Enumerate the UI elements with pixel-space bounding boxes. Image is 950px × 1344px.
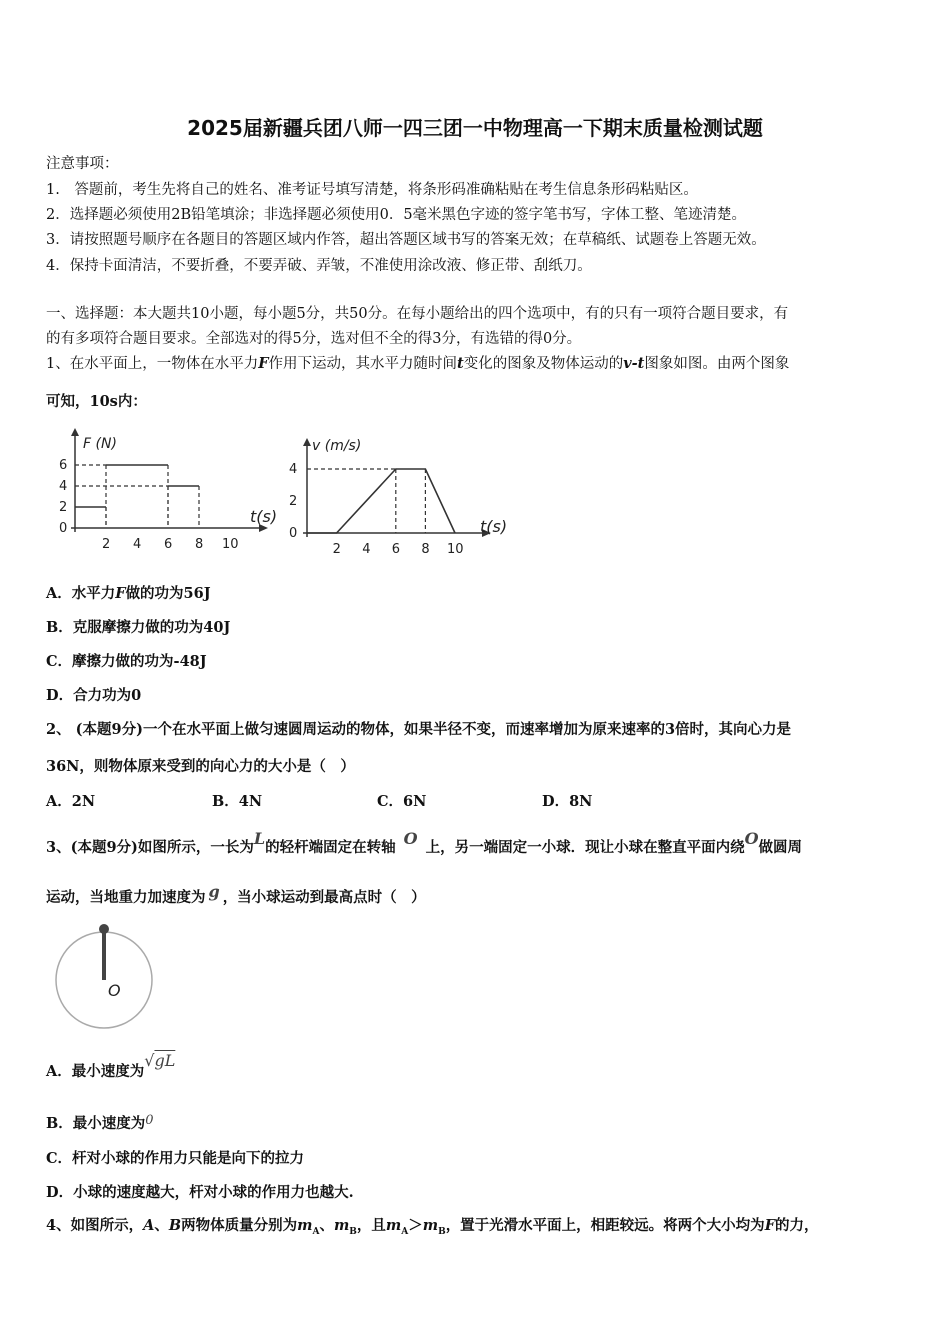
x-tick-label: 6 bbox=[164, 537, 173, 552]
x-tick-label: 2 bbox=[332, 542, 341, 557]
var-F: F bbox=[258, 355, 269, 372]
q4-stem-text: 两物体质量分别为 bbox=[181, 1217, 298, 1234]
x-tick-label: 4 bbox=[362, 542, 371, 557]
notice-item: 2．选择题必须使用2B铅笔填涂；非选择题必须使用0．5毫米黑色字迹的签字笔书写，字体工整、笔迹清楚。 bbox=[46, 207, 747, 223]
var-F: F bbox=[764, 1217, 775, 1234]
y-axis-arrow bbox=[303, 438, 311, 446]
q1-stem bbox=[46, 352, 908, 373]
x-tick-label: 10 bbox=[447, 542, 464, 557]
subscript: B bbox=[438, 1226, 446, 1237]
x-tick-label: 6 bbox=[391, 542, 401, 557]
q1-figure bbox=[40, 420, 520, 565]
sqrt-radicand: gL bbox=[154, 1051, 176, 1070]
q1-stem-line2: 可知，10s内： bbox=[46, 393, 147, 410]
option-letter: A． bbox=[46, 585, 72, 602]
x-axis-label: t(s) bbox=[250, 507, 278, 526]
q3-stem-text: 3、(本题9分)如图所示，一长为 bbox=[46, 839, 254, 856]
page-title: 2025届新疆兵团八师一四三团一中物理高一下期末质量检测试题 bbox=[187, 116, 763, 140]
option-text: 做的功为56J bbox=[125, 585, 211, 602]
var-F: F bbox=[115, 585, 126, 602]
option-letter: D． bbox=[46, 687, 74, 704]
q4-stem-text: 的力， bbox=[774, 1217, 819, 1234]
q1-option-d[interactable] bbox=[46, 684, 141, 705]
q3-stem-text: 运动，当地重力加速度为 bbox=[46, 889, 206, 906]
q3-option-c[interactable]: C．杆对小球的作用力只能是向下的拉力 bbox=[46, 1150, 305, 1167]
q4-stem-text: ，且 bbox=[356, 1217, 386, 1234]
y-tick-label: 4 bbox=[289, 462, 298, 477]
q1-option-c[interactable] bbox=[46, 650, 207, 671]
x-axis-label: t(s) bbox=[480, 517, 508, 536]
var-m: m bbox=[422, 1217, 439, 1234]
y-tick-label: 2 bbox=[59, 500, 68, 515]
q3-stem bbox=[46, 829, 908, 857]
q3-option-b[interactable] bbox=[46, 1112, 154, 1133]
var-m: m bbox=[385, 1217, 402, 1234]
option-text: 克服摩擦力做的功为40J bbox=[72, 619, 231, 636]
q3-stem-text: 做圆周 bbox=[758, 839, 803, 856]
notice-item: 1. 答题前，考生先将自己的姓名、准考证号填写清楚，将条形码准确粘贴在考生信息条形码粘贴区。 bbox=[46, 182, 698, 198]
var-L: L bbox=[253, 829, 266, 848]
q4-stem-text: ＞ bbox=[408, 1217, 423, 1234]
q3-stem-text: 上，另一端固定一小球．现让小球在整直平面内绕 bbox=[425, 839, 745, 856]
x-tick-label: 10 bbox=[222, 537, 239, 552]
var-O: O bbox=[403, 829, 418, 848]
v-t-chart bbox=[289, 438, 507, 557]
option-text: A．最小速度为 bbox=[46, 1063, 145, 1080]
q1-stem-text: 作用下运动，其水平力随时间 bbox=[268, 356, 458, 372]
option-text: B．最小速度为 bbox=[46, 1115, 146, 1132]
f-t-chart bbox=[59, 428, 277, 552]
sqrt-expression: √gL bbox=[144, 1051, 176, 1070]
x-tick-label: 8 bbox=[195, 537, 204, 552]
y-tick-label: 2 bbox=[289, 494, 298, 509]
q4-stem bbox=[46, 1214, 908, 1237]
var-A: A bbox=[143, 1217, 155, 1234]
var-g: g bbox=[208, 882, 220, 901]
y-axis-arrow bbox=[71, 428, 79, 436]
notice-item: 4．保持卡面清洁，不要折叠，不要弄破、弄皱，不准使用涂改液、修正带、刮纸刀。 bbox=[46, 258, 592, 274]
option-text: 水平力 bbox=[71, 585, 116, 602]
subscript: A bbox=[312, 1226, 320, 1237]
q2-stem-line2: 36N，则物体原来受到的向心力的大小是（ ） bbox=[46, 758, 355, 775]
subscript: A bbox=[401, 1226, 409, 1237]
q2-option-a[interactable]: A．2N bbox=[46, 793, 96, 810]
axis-label: O bbox=[108, 981, 121, 1000]
q2-option-c[interactable]: C．6N bbox=[377, 793, 427, 810]
y-axis-label: v (m/s) bbox=[312, 438, 362, 454]
subscript: B bbox=[349, 1226, 357, 1237]
notice-item: 3．请按照题号顺序在各题目的答题区域内作答，超出答题区域书写的答案无效；在草稿纸、试题卷上答题无效。 bbox=[46, 232, 766, 248]
q3-stem-text: 的轻杆端固定在转轴 bbox=[265, 839, 396, 856]
q3-stem-text: ，当小球运动到最高点时（ ） bbox=[222, 889, 426, 906]
var-m: m bbox=[333, 1217, 350, 1234]
q1-stem-text: 1、在水平面上，一物体在水平力 bbox=[46, 356, 259, 372]
option-text: 摩擦力做的功为-48J bbox=[72, 653, 207, 670]
q4-stem-text: 、 bbox=[319, 1217, 334, 1234]
var-B: B bbox=[168, 1217, 182, 1234]
q3-option-a[interactable] bbox=[46, 1051, 176, 1081]
q3-stem-line2 bbox=[46, 882, 908, 907]
q2-stem: 2、 (本题9分)一个在水平面上做匀速圆周运动的物体，如果半径不变，而速率增加为原来速率的3倍时，其向心力是 bbox=[46, 721, 792, 738]
option-text: 合力功为0 bbox=[73, 687, 142, 704]
zero-value: 0 bbox=[145, 1113, 154, 1128]
notice-heading: 注意事项： bbox=[46, 156, 119, 172]
q1-stem-text: 图象如图。由两个图象 bbox=[644, 356, 790, 372]
q1-option-a[interactable] bbox=[46, 582, 211, 603]
q4-stem-text: 4、如图所示， bbox=[46, 1217, 144, 1234]
q3-option-d[interactable]: D．小球的速度越大，杆对小球的作用力也越大. bbox=[46, 1184, 354, 1201]
y-tick-label: 4 bbox=[59, 479, 68, 494]
q1-stem-text: 变化的图象及物体运动的 bbox=[463, 356, 624, 372]
x-tick-label: 4 bbox=[133, 537, 142, 552]
velocity-line bbox=[307, 469, 455, 533]
section-intro: 一、选择题：本大题共10小题，每小题5分，共50分。在每小题给出的四个选项中，有的只有一项符合题目要求，有 bbox=[46, 306, 789, 322]
x-tick-label: 8 bbox=[421, 542, 430, 557]
y-tick-label: 0 bbox=[289, 526, 298, 541]
var-O: O bbox=[744, 829, 759, 848]
q3-figure bbox=[50, 918, 160, 1033]
y-axis-label: F (N) bbox=[83, 436, 117, 452]
q4-stem-text: ，置于光滑水平面上，相距较远。将两个大小均为 bbox=[445, 1217, 765, 1234]
var-vt: v-t bbox=[623, 355, 645, 372]
var-t: t bbox=[457, 355, 464, 372]
option-letter: C． bbox=[46, 653, 73, 670]
q4-stem-text: 、 bbox=[154, 1217, 169, 1234]
q2-option-d[interactable]: D．8N bbox=[542, 793, 593, 810]
q1-option-b[interactable] bbox=[46, 616, 230, 637]
ball bbox=[99, 924, 109, 934]
section-intro: 的有多项符合题目要求。全部选对的得5分，选对但不全的得3分，有选错的得0分。 bbox=[46, 331, 582, 347]
q2-option-b[interactable]: B．4N bbox=[212, 793, 263, 810]
var-m: m bbox=[297, 1217, 313, 1234]
x-tick-label: 2 bbox=[102, 537, 111, 552]
y-tick-label: 6 bbox=[59, 458, 68, 473]
y-tick-label: 0 bbox=[59, 521, 68, 536]
option-letter: B． bbox=[46, 619, 73, 636]
